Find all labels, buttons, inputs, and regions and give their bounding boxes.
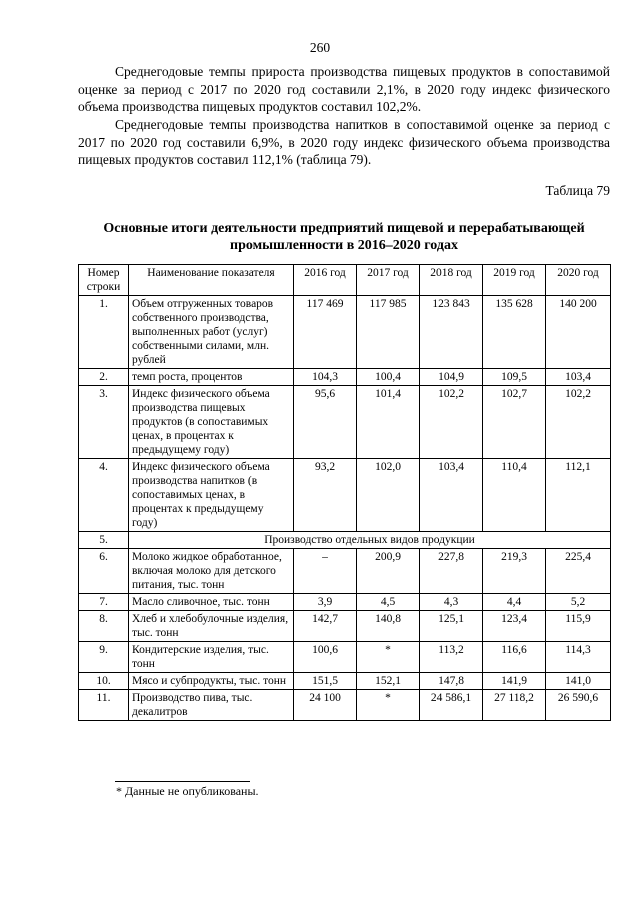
paragraph-food-growth: Среднегодовые темпы прироста производства пищевых продуктов в сопоставимой оценке за период с 2017 по 2020 год составили 2,1%, в 2020 году индекс физического объема производства пищевых продуктов составил 102,2%. <box>78 64 610 114</box>
row-number: 1. <box>79 296 129 369</box>
row-number: 8. <box>79 611 129 642</box>
value-2018: 123 843 <box>420 296 483 369</box>
row-number: 4. <box>79 459 129 532</box>
value-2019: 102,7 <box>483 386 546 459</box>
value-2018: 103,4 <box>420 459 483 532</box>
header-year-2019: 2019 год <box>483 265 546 296</box>
value-2016: 117 469 <box>294 296 357 369</box>
value-2020: 225,4 <box>546 549 611 594</box>
value-2018: 102,2 <box>420 386 483 459</box>
value-2017: 200,9 <box>357 549 420 594</box>
value-2018: 125,1 <box>420 611 483 642</box>
value-2018: 24 586,1 <box>420 690 483 721</box>
row-name: Масло сливочное, тыс. тонн <box>129 594 294 611</box>
value-2020: 112,1 <box>546 459 611 532</box>
page-number: 260 <box>309 40 331 55</box>
table-row <box>79 459 611 532</box>
header-row-number: Номер строки <box>79 265 129 296</box>
row-number: 10. <box>79 673 129 690</box>
row-name: Мясо и субпродукты, тыс. тонн <box>129 673 294 690</box>
value-2017: 140,8 <box>357 611 420 642</box>
value-2019: 110,4 <box>483 459 546 532</box>
value-2020: 115,9 <box>546 611 611 642</box>
footnote: * Данные не опубликованы. <box>116 784 259 798</box>
value-2016: 95,6 <box>294 386 357 459</box>
row-name: Кондитерские изделия, тыс. тонн <box>129 642 294 673</box>
results-table <box>78 264 611 721</box>
table-row <box>79 673 611 690</box>
value-2016: 24 100 <box>294 690 357 721</box>
table-row <box>79 369 611 386</box>
value-2017: * <box>357 642 420 673</box>
value-2019: 123,4 <box>483 611 546 642</box>
value-2020: 103,4 <box>546 369 611 386</box>
paragraph-beverage-growth: Среднегодовые темпы производства напитков в сопоставимой оценке за период с 2017 по 2020 год составили 6,9%, в 2020 году индекс физического объема производства пищевых продуктов составил 112,1% (таблица 79). <box>78 117 610 167</box>
value-2020: 26 590,6 <box>546 690 611 721</box>
value-2017: 100,4 <box>357 369 420 386</box>
table-header-row <box>79 265 611 296</box>
value-2016: 93,2 <box>294 459 357 532</box>
table-row <box>79 611 611 642</box>
row-name: Хлеб и хлебобулочные изделия, тыс. тонн <box>129 611 294 642</box>
header-year-2017: 2017 год <box>357 265 420 296</box>
table-row <box>79 642 611 673</box>
header-indicator-name: Наименование показателя <box>129 265 294 296</box>
value-2018: 147,8 <box>420 673 483 690</box>
row-name: Производство пива, тыс. декалитров <box>129 690 294 721</box>
table-row <box>79 594 611 611</box>
row-name: Объем отгруженных товаров собственного производства, выполненных работ (услуг) собственными силами, млн. рублей <box>129 296 294 369</box>
value-2016: – <box>294 549 357 594</box>
row-number: 7. <box>79 594 129 611</box>
row-number: 11. <box>79 690 129 721</box>
value-2020: 5,2 <box>546 594 611 611</box>
value-2017: 102,0 <box>357 459 420 532</box>
table-row <box>79 386 611 459</box>
footnote-divider <box>115 781 250 782</box>
value-2019: 4,4 <box>483 594 546 611</box>
value-2017: * <box>357 690 420 721</box>
value-2017: 4,5 <box>357 594 420 611</box>
value-2019: 116,6 <box>483 642 546 673</box>
value-2020: 140 200 <box>546 296 611 369</box>
value-2017: 117 985 <box>357 296 420 369</box>
header-year-2020: 2020 год <box>546 265 611 296</box>
row-name: темп роста, процентов <box>129 369 294 386</box>
value-2016: 100,6 <box>294 642 357 673</box>
header-year-2018: 2018 год <box>420 265 483 296</box>
row-number: 2. <box>79 369 129 386</box>
value-2017: 152,1 <box>357 673 420 690</box>
table-row <box>79 549 611 594</box>
header-year-2016: 2016 год <box>294 265 357 296</box>
table-caption: Таблица 79 <box>545 183 610 198</box>
value-2020: 114,3 <box>546 642 611 673</box>
value-2019: 141,9 <box>483 673 546 690</box>
row-name: Молоко жидкое обработанное, включая молоко для детского питания, тыс. тонн <box>129 549 294 594</box>
value-2019: 219,3 <box>483 549 546 594</box>
row-number: 3. <box>79 386 129 459</box>
value-2018: 227,8 <box>420 549 483 594</box>
value-2016: 3,9 <box>294 594 357 611</box>
table-section-row <box>79 532 611 549</box>
row-name: Индекс физического объема производства напитков (в сопоставимых ценах, в процентах к предыдущему году) <box>129 459 294 532</box>
row-name: Индекс физического объема производства пищевых продуктов (в сопоставимых ценах, в процентах к предыдущему году) <box>129 386 294 459</box>
value-2016: 142,7 <box>294 611 357 642</box>
section-label: Производство отдельных видов продукции <box>129 532 611 549</box>
value-2017: 101,4 <box>357 386 420 459</box>
value-2019: 27 118,2 <box>483 690 546 721</box>
value-2018: 4,3 <box>420 594 483 611</box>
row-number: 9. <box>79 642 129 673</box>
table-row <box>79 690 611 721</box>
value-2016: 104,3 <box>294 369 357 386</box>
value-2020: 102,2 <box>546 386 611 459</box>
row-number: 5. <box>79 532 129 549</box>
row-number: 6. <box>79 549 129 594</box>
value-2018: 113,2 <box>420 642 483 673</box>
table-row <box>79 296 611 369</box>
value-2020: 141,0 <box>546 673 611 690</box>
value-2016: 151,5 <box>294 673 357 690</box>
table-title: Основные итоги деятельности предприятий пищевой и перерабатывающей промышленности в 2016–2020 годах <box>103 221 585 253</box>
value-2019: 109,5 <box>483 369 546 386</box>
value-2019: 135 628 <box>483 296 546 369</box>
value-2018: 104,9 <box>420 369 483 386</box>
